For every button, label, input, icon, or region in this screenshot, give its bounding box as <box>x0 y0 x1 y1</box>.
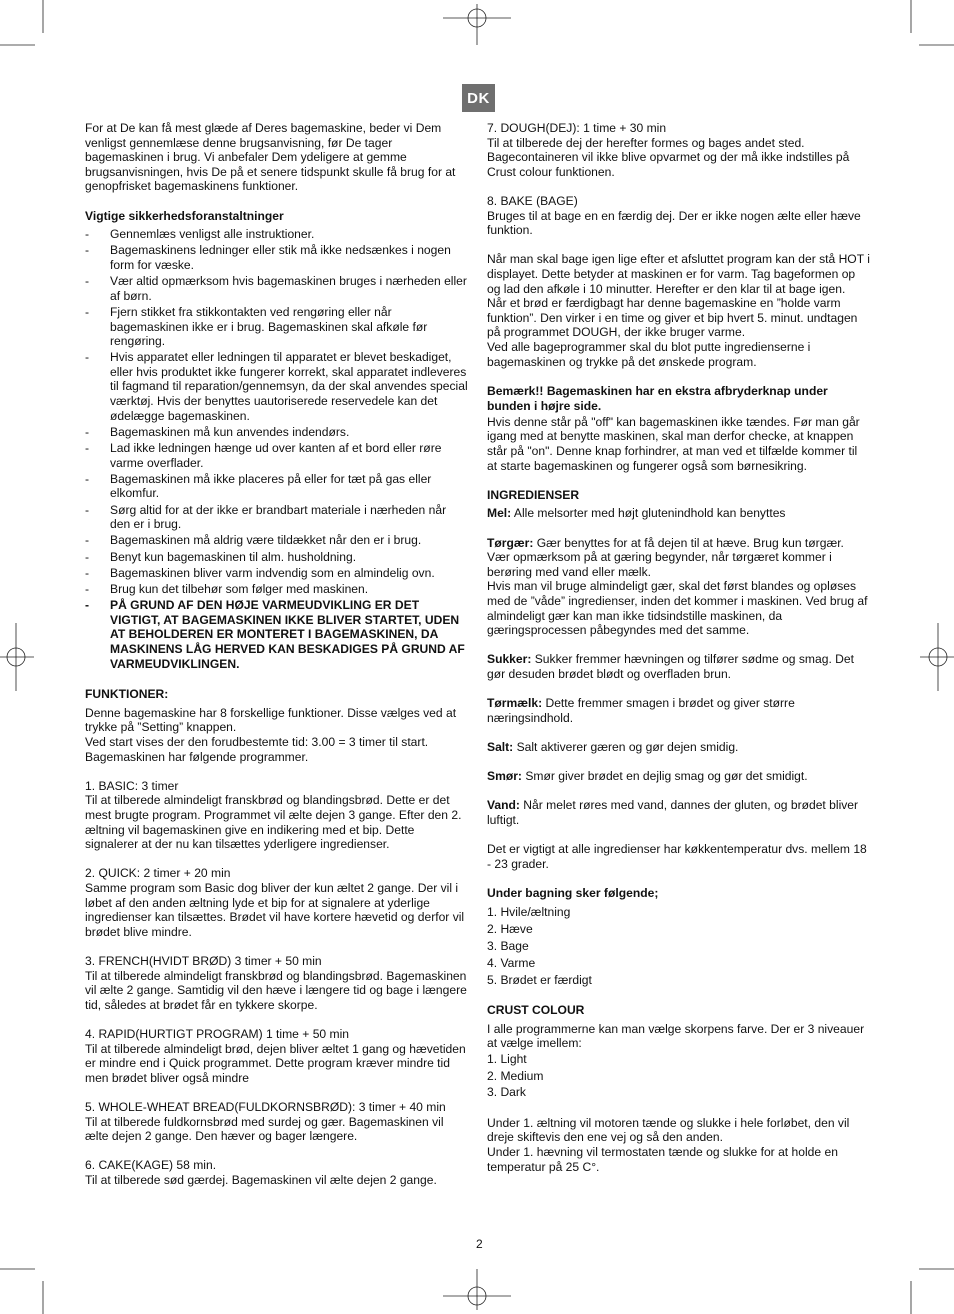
list-item: - Hvis apparatet eller ledningen til apparatet er blevet beskadiget, eller hvis produktet ikke fungerer korrekt, skal apparatet indleveres til fagmand til reparation/gennemsyn, da der skal anvendes special værktøj. Hvis der benyttes uautoriserede reservedele kan det ødelægge bagemaskinen. <box>85 350 468 423</box>
ingredient-torgaer <box>487 536 870 580</box>
list-item: 5. Brødet er færdigt <box>487 972 592 987</box>
ingredient-sukker <box>487 652 870 681</box>
list-item: 3. Bage <box>487 939 529 954</box>
program-1-body: Til at tilberede almindeligt franskbrød og blandingsbrød. Dette er det mest brugte program. Programmet vil ælte dejen 3 gange. Efter den 2. æltning vil bagemaskinen give en indikering med et bip. Dette signalerer at der nu kan tilsættes yderligere ingredienser. <box>85 793 462 852</box>
list-item: - Gennemlæs venligst alle instruktioner. <box>85 227 468 242</box>
ingredients-heading: INGREDIENSER <box>487 487 580 502</box>
list-item: - Bagemaskinen må ikke placeres på eller for tæt på gas eller elkomfur. <box>85 472 468 501</box>
program-4-title: 4. RAPID(HURTIGT PROGRAM) 1 time + 50 min <box>85 1026 349 1041</box>
program-6-title: 6. CAKE(KAGE) 58 min. <box>85 1158 217 1173</box>
program-4-body: Til at tilberede almindeligt brød, dejen bliver æltet 1 gang og hævetiden er mindre end i Quick programmet. Dette program kræver mindre tid men brødet bliver også mindre <box>85 1041 466 1085</box>
ingredient-text: Dette fremmer smagen i brødet og giver større næringsindhold. <box>487 696 795 725</box>
list-item: - Bagemaskinen må aldrig være tildækket når den er i brug. <box>85 533 468 548</box>
list-item: 1. Light <box>487 1051 527 1066</box>
programs-note: Ved alle bageprogrammer skal du blot putte ingredienserne i bagemaskinen og trykke på det ønskede program. <box>487 339 811 369</box>
ingredient-label: Mel: <box>487 506 512 521</box>
program-7-title: 7. DOUGH(DEJ): 1 time + 30 min <box>487 121 667 135</box>
list-item: - Fjern stikket fra stikkontakten ved rengøring eller når bagemaskinen ikke er i brug. Bagemaskinen skal afkøle før rengøring. <box>85 305 468 349</box>
functions-start-note: Ved start vises der den forudbestemte tid: 3.00 = 3 timer til start. Bagemaskinen har følgende programmer. <box>85 735 429 764</box>
ingredient-tormaelk <box>487 696 870 725</box>
ingredient-torgaer-note: Hvis man vil bruge almindeligt gær, skal det først blandes og opløses med de ”våde” ingredienser, inden det kommer i maskinen. Ved brug af almindeligt gær kan man ikke tidsindstille maskinen, da gæringsprocessen påbegyndes med det samme. <box>487 579 868 638</box>
ingredient-text: Gær benyttes for at få dejen til at hæve. Brug kun tørgær. Vær opmærksom på at gæring begynder, når tørgæret kommer i berøring med vand eller mælk. <box>487 535 844 579</box>
page-number: 2 <box>476 1237 483 1251</box>
functions-intro: Denne bagemaskine har 8 forskellige funktioner. Disse vælges ved at trykke på ”Setting” knappen. <box>85 705 457 735</box>
safety-list <box>85 227 468 671</box>
ingredient-label: Sukker: <box>487 652 532 667</box>
functions-heading: FUNKTIONER: <box>85 687 169 702</box>
list-item: - Brug kun det tilbehør som følger med maskinen. <box>85 582 468 597</box>
crust-heading: CRUST COLOUR <box>487 1003 585 1018</box>
list-item: - Benyt kun bagemaskinen til alm. husholdning. <box>85 550 468 565</box>
keep-warm-note: Når et brød er færdigbagt har denne bagemaskine en ”holde varm funktion”. Den virker i en time og giver et bip hvert 5. minut. undtagen på programmet DOUGH, der ikke bruger varme. <box>487 296 858 340</box>
list-item: - Bagemaskinen må kun anvendes indendørs. <box>85 425 468 440</box>
ingredient-label: Vand: <box>487 798 520 813</box>
list-item: - Vær altid opmærksom hvis bagemaskinen bruges i nærheden eller af børn. <box>85 274 468 303</box>
temperature-note: Det er vigtigt at alle ingredienser har køkkentemperatur dvs. mellem 18 - 23 grader. <box>487 842 867 871</box>
program-8-body: Bruges til at bage en en færdig dej. Der er ikke nogen ælte eller hæve funktion. <box>487 208 861 238</box>
list-item: 1. Hvile/æltning <box>487 905 571 920</box>
ingredient-text: Når melet røres med vand, dannes der gluten, og brødet bliver luftigt. <box>487 798 859 827</box>
language-badge: DK <box>462 84 495 112</box>
intro-paragraph: For at De kan få mest glæde af Deres bagemaskine, beder vi Dem venligst gennemlæse denne brugsanvisning, før De tager bagemaskinen i brug. Vi anbefaler Dem ydeligere at gemme brugsanvisningen, hvis De på et senere tidspunkt skulle få brug for at genopfrisket bagemaskinens funktioner. <box>85 121 456 194</box>
program-2-title: 2. QUICK: 2 timer + 20 min <box>85 866 231 881</box>
list-item: - Bagemaskinens ledninger eller stik må ikke nedsænkes i nogen form for væske. <box>85 243 468 272</box>
ingredient-salt <box>487 740 870 755</box>
ingredient-label: Tørgær: <box>487 535 534 550</box>
ingredient-smor <box>487 769 870 784</box>
ingredient-text: Smør giver brødet en dejlig smag og gør det smidigt. <box>521 769 808 784</box>
list-item: 3. Dark <box>487 1085 526 1100</box>
right-column <box>487 121 870 1174</box>
motor-note: Under 1. æltning vil motoren tænde og slukke i hele forløbet, den vil dreje skiftevis den ene vej og så den anden. <box>487 1115 850 1145</box>
list-item: 2. Medium <box>487 1068 544 1083</box>
left-column <box>85 121 468 1187</box>
ingredient-mel <box>487 506 870 521</box>
program-3-title: 3. FRENCH(HVIDT BRØD) 3 timer + 50 min <box>85 953 322 968</box>
program-5-title: 5. WHOLE-WHEAT BREAD(FULDKORNSBRØD): 3 timer + 40 min <box>85 1099 446 1114</box>
ingredient-label: Smør: <box>487 769 522 784</box>
ingredient-label: Tørmælk: <box>487 696 543 711</box>
switch-body: Hvis denne står på "off" kan bagemaskinen ikke tændes. Før man går igang med at benytte maskinen, skal man derfor checke, at knappen står på "on". Denne knap forhindrer, at man ved et tilfælde kommer til at starte bagemaskinen og fungerer også som børnesikring. <box>487 414 860 473</box>
ingredient-text: Alle melsorter med højt glutenindhold kan benyttes <box>511 506 786 521</box>
safety-warning: - PÅ GRUND AF DEN HØJE VARMEUDVIKLING ER DET VIGTIGT, AT BAGEMASKINEN IKKE BLIVER STARTET, UDEN AT BEHOLDEREN ER MONTERET I BAGEMASKINEN, DA MASKINENS LÅG HERVED KAN BESKADIGES PÅ GRUND AF VARMEUDVIKLINGEN. <box>85 598 468 671</box>
list-item: - Bagemaskinen bliver varm indvendig som en almindelig ovn. <box>85 566 468 581</box>
ingredient-vand <box>487 798 870 827</box>
ingredient-text: Salt aktiverer gæren og gør dejen smidig. <box>513 739 739 754</box>
program-5-body: Til at tilberede fuldkornsbrød med surdej og gær. Bagemaskinen vil ælte dejen 2 gange. Den hæver og bager længere. <box>85 1114 444 1144</box>
program-7-body: Til at tilberede dej der herefter formes og bages andet sted. Bagecontaineren vil ikke blive opvarmet og der må ikke indstilles på Crust colour funktionen. <box>487 135 850 179</box>
restart-note: Når man skal bage igen lige efter et afsluttet program kan der stå HOT i displayet. Dette betyder at maskinen er for varm. Tag bageformen op og lad den afkøle i 10 minutter. Herefter er den klar til at bage igen. <box>487 252 870 296</box>
ingredient-label: Salt: <box>487 739 514 754</box>
list-item: 2. Hæve <box>487 922 533 937</box>
safety-heading: Vigtige sikkerhedsforanstaltninger <box>85 208 284 223</box>
program-1-title: 1. BASIC: 3 timer <box>85 778 179 793</box>
switch-heading: Bemærk!! Bagemaskinen har en ekstra afbryderknap under bunden i højre side. <box>487 383 828 414</box>
program-6-body: Til at tilberede sød gærdej. Bagemaskinen vil ælte dejen 2 gange. <box>85 1172 437 1187</box>
program-3-body: Til at tilberede almindeligt franskbrød og blandingsbrød. Bagemaskinen vil ælte 2 gange. Samtidig vil den hæve i længere tid og bage i længere tid, således at brødet får en tykkere skorpe. <box>85 968 467 1012</box>
list-item: 4. Varme <box>487 955 536 970</box>
crust-intro: I alle programmerne kan man vælge skorpens farve. Der er 3 niveauer at vælge imellem: <box>487 1021 865 1051</box>
program-2-body: Samme program som Basic dog bliver der kun æltet 2 gange. Der vil i løbet af den anden æltning lyde et bip for at signalere at yderlige ingredienser kan tilsættes. Brødet vil have kortere hævetid og derfor vil brødet blive mindre. <box>85 881 465 939</box>
list-item: - Lad ikke ledningen hænge ud over kanten af et bord eller røre varme overflader. <box>85 441 468 470</box>
program-8-title: 8. BAKE (BAGE) <box>487 193 578 208</box>
ingredient-text: Sukker fremmer hævningen og tilfører sødme og smag. Det gør desuden brødet blødt og overfladen brun. <box>487 652 854 681</box>
list-item: - Sørg altid for at der ikke er brandbart materiale i nærheden når den er i brug. <box>85 503 468 532</box>
baking-heading: Under bagning sker følgende; <box>487 885 659 900</box>
thermostat-note: Under 1. hævning vil termostaten tænde og slukke for at holde en temperatur på 25 C°. <box>487 1145 838 1174</box>
